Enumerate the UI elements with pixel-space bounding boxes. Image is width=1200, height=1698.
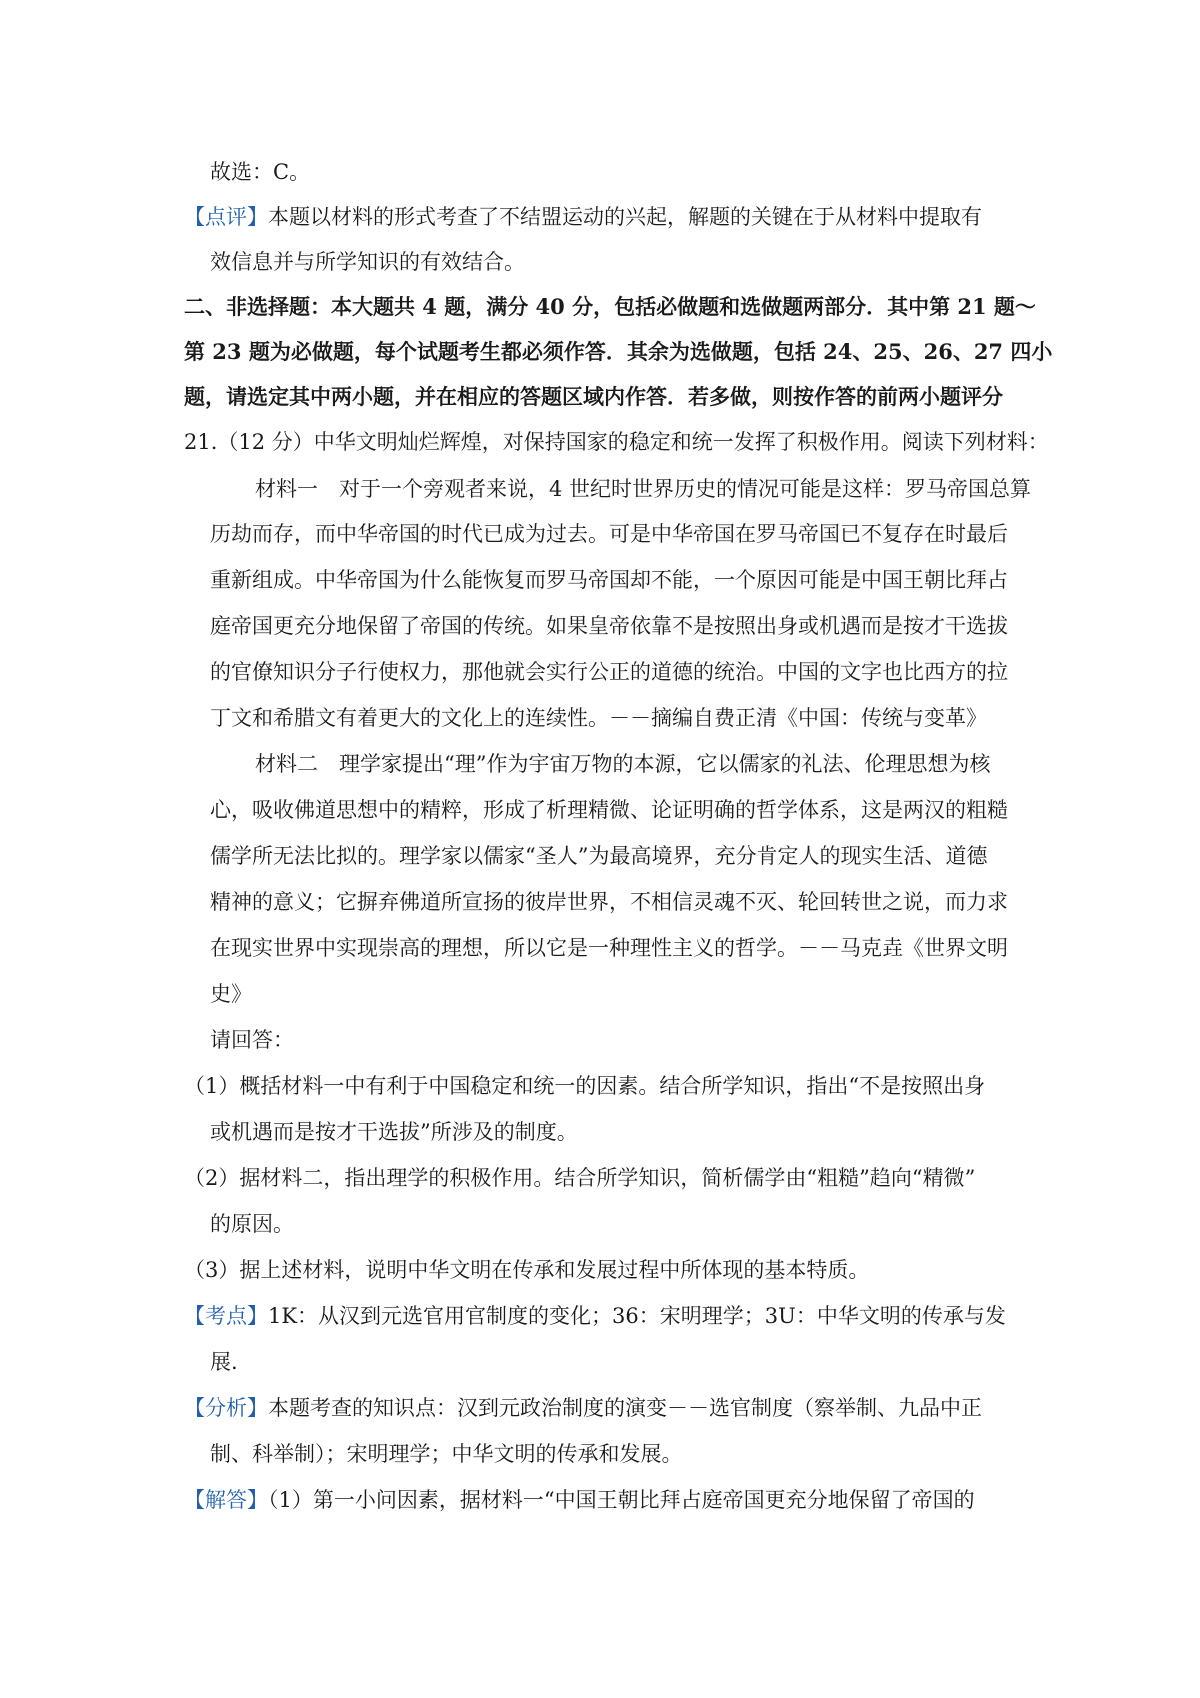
sub-question-1: （1）概括材料一中有利于中国稳定和统一的因素。结合所学知识，指出“不是按照出身 [184,1074,986,1098]
material2-line: 心，吸收佛道思想中的精粹，形成了析理精微、论证明确的哲学体系，这是两汉的粗糙 [210,798,1008,822]
kaodian [184,1301,1006,1331]
sub-question-2-cont: 的原因。 [210,1212,294,1236]
sub-question-3: （3）据上述材料，说明中华文明在传承和发展过程中所体现的基本特质。 [184,1258,870,1282]
material1-line: 重新组成。中华帝国为什么能恢复而罗马帝国却不能，一个原因可能是中国王朝比拜占 [210,568,1008,592]
section2-heading: 二、非选择题：本大题共 4 题，满分 40 分，包括必做题和选做题两部分．其中第 21 题～ [184,294,1036,319]
jieda [184,1485,975,1515]
section2-heading-2: 第 23 题为必做题，每个试题考生都必须作答．其余为选做题，包括 24、25、26、27 四小 [184,339,1053,364]
prev-comment-cont: 效信息并与所学知识的有效结合。 [210,250,525,274]
jieda-tag: 【解答】 [184,1488,268,1512]
material2-line: 史》 [210,982,252,1006]
material1-line: 庭帝国更充分地保留了帝国的传统。如果皇帝依靠不是按照出身或机遇而是按才干选拔 [210,614,1008,638]
prev-answer: 故选：C。 [210,160,311,184]
prev-comment [184,202,982,232]
material2-line: 在现实世界中实现崇高的理想，所以它是一种理性主义的哲学。－－马克垚《世界文明 [210,936,1008,960]
fenxi-tag: 【分析】 [184,1396,268,1420]
fenxi-text: 本题考查的知识点：汉到元政治制度的演变－－选官制度（察举制、九品中正 [268,1396,982,1420]
kaodian-tag: 【考点】 [184,1304,268,1328]
comment-text: 本题以材料的形式考查了不结盟运动的兴起，解题的关键在于从材料中提取有 [268,205,982,229]
material2-line: 精神的意义；它摒弃佛道所宣扬的彼岸世界，不相信灵魂不灭、轮回转世之说，而力求 [210,890,1008,914]
material1-line: 丁文和希腊文有着更大的文化上的连续性。－－摘编自费正清《中国：传统与变革》 [210,706,987,730]
jieda-text: （1）第一小问因素，据材料一“中国王朝比拜占庭帝国更充分地保留了帝国的 [268,1488,975,1512]
fenxi [184,1393,982,1423]
fenxi-cont: 制、科举制）；宋明理学；中华文明的传承和发展。 [210,1442,683,1466]
material1-line: 历劫而存，而中华帝国的时代已成为过去。可是中华帝国在罗马帝国已不复存在时最后 [210,522,1008,546]
material2-line: 儒学所无法比拟的。理学家以儒家“圣人”为最高境界，充分肯定人的现实生活、道德 [210,844,988,868]
question21-stem: 21.（12 分）中华文明灿烂辉煌，对保持国家的稳定和统一发挥了积极作用。阅读下列材料： [184,430,1049,454]
material2-line: 材料二 理学家提出“理”作为宇宙万物的本源，它以儒家的礼法、伦理思想为核 [255,752,991,776]
material1-line: 材料一 对于一个旁观者来说，4 世纪时世界历史的情况可能是这样：罗马帝国总算 [255,477,1032,501]
section2-heading-3: 题，请选定其中两小题，并在相应的答题区域内作答．若多做，则按作答的前两小题评分 [184,384,1003,409]
comment-tag: 【点评】 [184,205,268,229]
kaodian-text: 1K：从汉到元选官用官制度的变化；36：宋明理学；3U：中华文明的传承与发 [268,1304,1006,1328]
material1-line: 的官僚知识分子行使权力，那他就会实行公正的道德的统治。中国的文字也比西方的拉 [210,660,1008,684]
answer-prompt: 请回答： [210,1028,294,1052]
kaodian-cont: 展. [210,1350,238,1374]
sub-question-1-cont: 或机遇而是按才干选拔”所涉及的制度。 [210,1120,578,1144]
sub-question-2: （2）据材料二，指出理学的积极作用。结合所学知识，简析儒学由“粗糙”趋向“精微” [184,1166,976,1190]
